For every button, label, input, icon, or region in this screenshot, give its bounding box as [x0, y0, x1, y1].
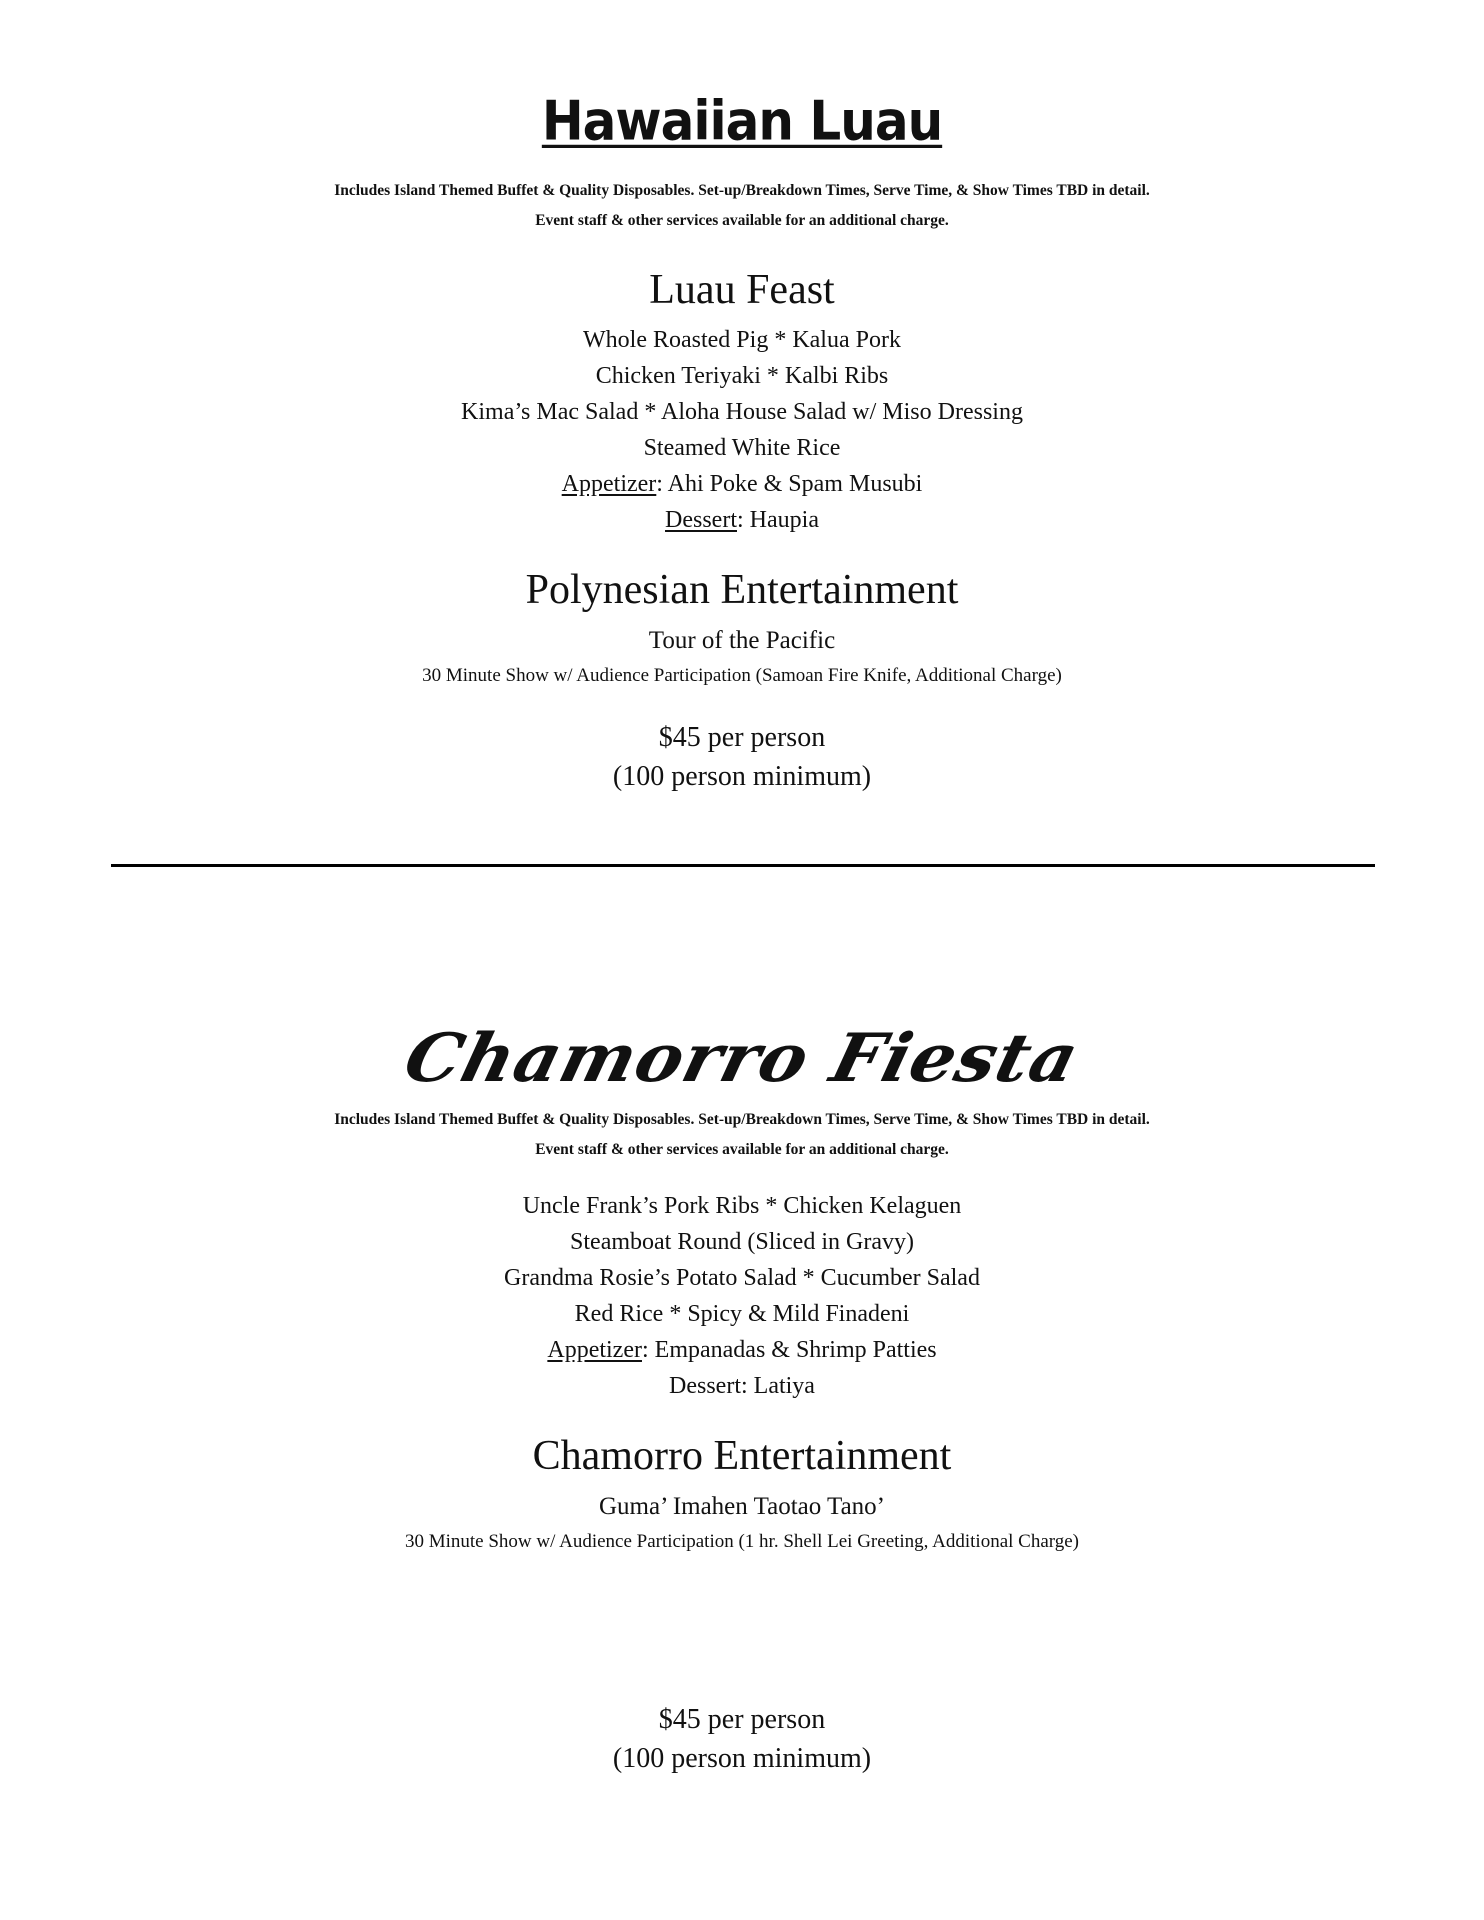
hawaiian-show-name: Tour of the Pacific [648, 627, 836, 654]
chamorro-show-name: Guma’ Imahen Taotao Tano’ [599, 1493, 885, 1520]
polynesian-entertainment-heading: Polynesian Entertainment [525, 567, 959, 613]
minimum-line: (100 person minimum) [612, 1743, 872, 1774]
chamorro-note-line: Includes Island Themed Buffet & Quality Disposables. Set-up/Breakdown Times, Serve Time, & Show Times TBD in detail. [334, 1111, 1150, 1128]
chamorro-show-detail: 30 Minute Show w/ Audience Participation (1 hr. Shell Lei Greeting, Additional Charge) [404, 1531, 1080, 1552]
appetizer-label: Appetizer [547, 1337, 642, 1363]
menu-item: Grandma Rosie’s Potato Salad * Cucumber Salad [504, 1265, 980, 1291]
section-divider [111, 864, 1375, 867]
dessert-label: Dessert [665, 507, 737, 533]
menu-item: Steamed White Rice [643, 435, 841, 461]
dessert-line: Dessert: Latiya [669, 1373, 815, 1399]
appetizer-line [0, 1332, 1484, 1368]
hawaiian-note-line: Includes Island Themed Buffet & Quality Disposables. Set-up/Breakdown Times, Serve Time, & Show Times TBD in detail. [334, 182, 1150, 199]
appetizer-value: : Empanadas & Shrimp Patties [641, 1337, 937, 1363]
dessert-value: : Haupia [737, 507, 819, 533]
appetizer-value: : Ahi Poke & Spam Musubi [656, 471, 923, 497]
appetizer-label: Appetizer [561, 471, 657, 497]
menu-item: Whole Roasted Pig * Kalua Pork [583, 327, 901, 353]
hawaiian-show-detail: 30 Minute Show w/ Audience Participation (Samoan Fire Knife, Additional Charge) [422, 665, 1062, 686]
minimum-line: (100 person minimum) [612, 761, 872, 792]
chamorro-note-line: Event staff & other services available for an additional charge. [535, 1141, 949, 1158]
appetizer-line [0, 466, 1484, 502]
hawaiian-note-line: Event staff & other services available for an additional charge. [535, 212, 949, 229]
chamorro-pricing [0, 1700, 1484, 1778]
hawaiian-notes [0, 176, 1484, 236]
dessert-line [0, 502, 1484, 538]
menu-item: Chicken Teriyaki * Kalbi Ribs [595, 363, 889, 389]
hawaiian-pricing [0, 718, 1484, 796]
menu-item: Kima’s Mac Salad * Aloha House Salad w/ Miso Dressing [461, 399, 1023, 425]
menu-item: Uncle Frank’s Pork Ribs * Chicken Kelaguen [522, 1193, 962, 1219]
hawaiian-title: Hawaiian Luau [541, 89, 943, 153]
menu-item: Red Rice * Spicy & Mild Finadeni [574, 1301, 910, 1327]
price-line: $45 per person [658, 1704, 826, 1735]
luau-feast-heading: Luau Feast [649, 267, 835, 313]
menu-item: Steamboat Round (Sliced in Gravy) [570, 1229, 914, 1255]
chamorro-entertainment-heading: Chamorro Entertainment [532, 1433, 952, 1479]
chamorro-menu [0, 1188, 1484, 1404]
price-line: $45 per person [658, 722, 826, 753]
hawaiian-menu [0, 322, 1484, 538]
chamorro-title: Chamorro Fiesta [396, 1018, 1088, 1097]
chamorro-notes [0, 1105, 1484, 1165]
